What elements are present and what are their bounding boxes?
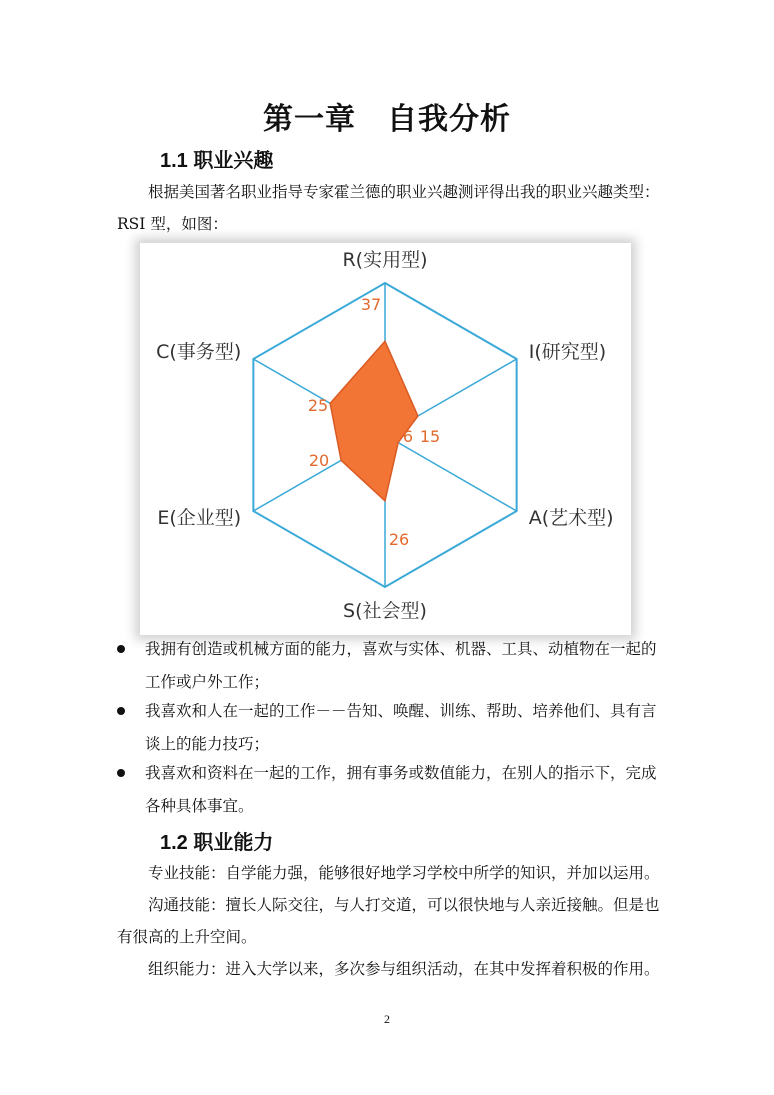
bullet-dot-3 <box>117 769 125 777</box>
bullet-item-2 <box>145 695 665 761</box>
bullet-2-line-1: 我喜欢和人在一起的工作－－告知、唤醒、训练、帮助、培养他们、具有言 <box>145 702 657 720</box>
radar-data-area <box>330 341 418 501</box>
section-heading-ability: 1.2 职业能力 <box>160 832 274 854</box>
radar-spoke-3 <box>385 435 517 511</box>
axis-label-3: A(艺术型) <box>528 507 614 529</box>
page-number: 2 <box>384 1012 390 1026</box>
bullet-3-line-2: 各种具体事宜。 <box>145 797 254 815</box>
axis-label-1: R(实用型) <box>342 249 428 271</box>
radar-chart <box>140 243 631 635</box>
bullet-dot-1 <box>117 645 125 653</box>
axis-label-5: E(企业型) <box>157 507 242 529</box>
value-label-6: 25 <box>307 396 329 415</box>
section-heading-interest: 1.1 职业兴趣 <box>160 150 274 172</box>
value-label-3: 6 <box>402 427 414 446</box>
intro-line-1: 根据美国著名职业指导专家霍兰德的职业兴趣测评得出我的职业兴趣类型： <box>148 183 660 201</box>
value-label-1: 37 <box>360 295 382 314</box>
value-label-5: 20 <box>308 451 330 470</box>
intro-line-2: RSI 型，如图： <box>117 215 228 233</box>
ability-para-2-line-2: 有很高的上升空间。 <box>117 928 257 946</box>
bullet-2-line-2: 谈上的能力技巧； <box>145 735 270 753</box>
chapter-title: 第一章 自我分析 <box>263 102 511 137</box>
bullet-item-1 <box>145 633 665 699</box>
radar-chart-figure <box>140 243 631 635</box>
bullet-item-3 <box>145 757 665 823</box>
value-label-2: 15 <box>419 427 441 446</box>
bullet-1-line-1: 我拥有创造或机械方面的能力，喜欢与实体、机器、工具、动植物在一起的 <box>145 640 657 658</box>
axis-label-4: S(社会型) <box>343 600 427 622</box>
ability-para-1: 专业技能：自学能力强，能够很好地学习学校中所学的知识，并加以运用。 <box>148 864 660 882</box>
axis-label-2: I(研究型) <box>528 341 607 363</box>
ability-para-2-line-1: 沟通技能：擅长人际交往，与人打交道，可以很快地与人亲近接触。但是也 <box>148 896 660 914</box>
ability-para-3: 组织能力：进入大学以来，多次参与组织活动，在其中发挥着积极的作用。 <box>148 960 660 978</box>
bullet-dot-2 <box>117 707 125 715</box>
value-label-4: 26 <box>388 530 410 549</box>
bullet-1-line-2: 工作或户外工作； <box>145 673 270 691</box>
bullet-3-line-1: 我喜欢和资料在一起的工作，拥有事务或数值能力，在别人的指示下，完成 <box>145 764 657 782</box>
axis-label-6: C(事务型) <box>156 341 242 363</box>
